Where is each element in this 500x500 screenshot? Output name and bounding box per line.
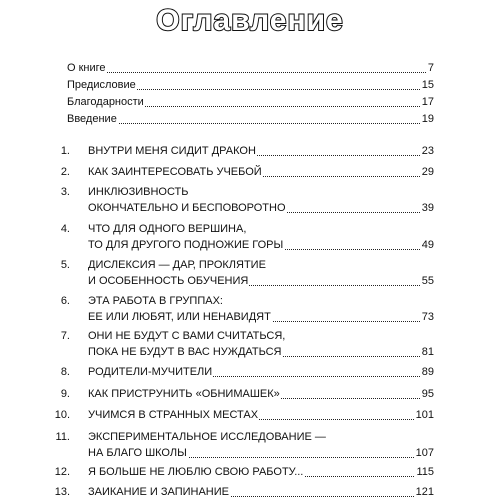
page-number: 17: [421, 96, 434, 108]
page-number: 7: [427, 62, 434, 74]
chapter-title: КАК ПРИСТРУНИТЬ «ОБНИМАШЕК»: [88, 388, 280, 400]
chapter-title-line: ИНКЛЮЗИВНОСТЬ: [88, 186, 189, 198]
chapter-number: 6.: [60, 295, 70, 307]
chapter-title: ВНУТРИ МЕНЯ СИДИТ ДРАКОН: [88, 145, 256, 157]
leader-dots: [67, 110, 434, 124]
chapter-title-line: ОНИ НЕ БУДУТ С ВАМИ СЧИТАТЬСЯ,: [88, 330, 286, 342]
entry-title: Введение: [67, 113, 117, 125]
page-number: 73: [421, 311, 434, 323]
entry-title: Благодарности: [67, 96, 144, 108]
chapter-title-line: ЭТА РАБОТА В ГРУППАХ:: [88, 295, 223, 307]
chapter-title: РОДИТЕЛИ-МУЧИТЕЛИ: [88, 366, 213, 378]
leader-dots: [67, 59, 434, 73]
page-number: 107: [415, 447, 434, 459]
page-number: 115: [416, 466, 434, 478]
chapter-title: Я БОЛЬШЕ НЕ ЛЮБЛЮ СВОЮ РАБОТУ...: [88, 466, 304, 478]
chapter-number: 7.: [60, 330, 70, 342]
chapter-number: 5.: [60, 259, 70, 271]
chapter-title-line: ПОКА НЕ БУДУТ В ВАС НУЖДАТЬСЯ: [88, 346, 282, 358]
chapter-title-line: И ОСОБЕННОСТЬ ОБУЧЕНИЯ: [88, 275, 249, 287]
page-number: 29: [421, 166, 434, 178]
chapter-number: 4.: [60, 223, 70, 235]
chapter-number: 8.: [60, 366, 70, 378]
entry-title: О книге: [67, 62, 106, 74]
page-number: 55: [421, 275, 434, 287]
page-number: 81: [421, 346, 434, 358]
page-number: 19: [421, 113, 434, 125]
chapter-number: 2.: [60, 166, 70, 178]
chapter-number: 13.: [54, 486, 70, 498]
chapter-number: 9.: [60, 388, 70, 400]
entry-title: Предисловие: [67, 79, 136, 91]
chapter-title: УЧИМСЯ В СТРАННЫХ МЕСТАХ: [88, 409, 259, 421]
page-number: 121: [415, 486, 434, 498]
chapter-title-line: НА БЛАГО ШКОЛЫ: [88, 447, 187, 459]
chapter-title-line: ЧТО ДЛЯ ОДНОГО ВЕРШИНА,: [88, 223, 247, 235]
page-number: 95: [421, 388, 434, 400]
page-title: Оглавление: [156, 4, 344, 37]
chapter-title-line: ЭКСПЕРИМЕНТАЛЬНОЕ ИССЛЕДОВАНИЕ —: [88, 431, 326, 443]
page-number: 23: [421, 145, 434, 157]
chapter-number: 10.: [54, 409, 70, 421]
page-number: 49: [421, 239, 434, 251]
chapter-title-line: ТО ДЛЯ ДРУГОГО ПОДНОЖИЕ ГОРЫ: [88, 239, 284, 251]
page-number: 89: [421, 366, 434, 378]
chapter-title-line: ОКОНЧАТЕЛЬНО И БЕСПОВОРОТНО: [88, 202, 286, 214]
chapter-title-line: ДИСЛЕКСИЯ — ДАР, ПРОКЛЯТИЕ: [88, 259, 266, 271]
chapter-title: КАК ЗАИНТЕРЕСОВАТЬ УЧЕБОЙ: [88, 166, 262, 178]
page-number: 101: [415, 409, 434, 421]
chapter-number: 1.: [60, 145, 70, 157]
page-number: 15: [421, 79, 434, 91]
chapter-number: 3.: [60, 186, 70, 198]
chapter-title: ЗАИКАНИЕ И ЗАПИНАНИЕ: [88, 486, 229, 498]
chapter-title-line: ЕЕ ИЛИ ЛЮБЯТ, ИЛИ НЕНАВИДЯТ: [88, 311, 271, 323]
chapter-number: 12.: [54, 466, 70, 478]
page-number: 39: [421, 202, 434, 214]
chapter-number: 11.: [55, 431, 70, 443]
